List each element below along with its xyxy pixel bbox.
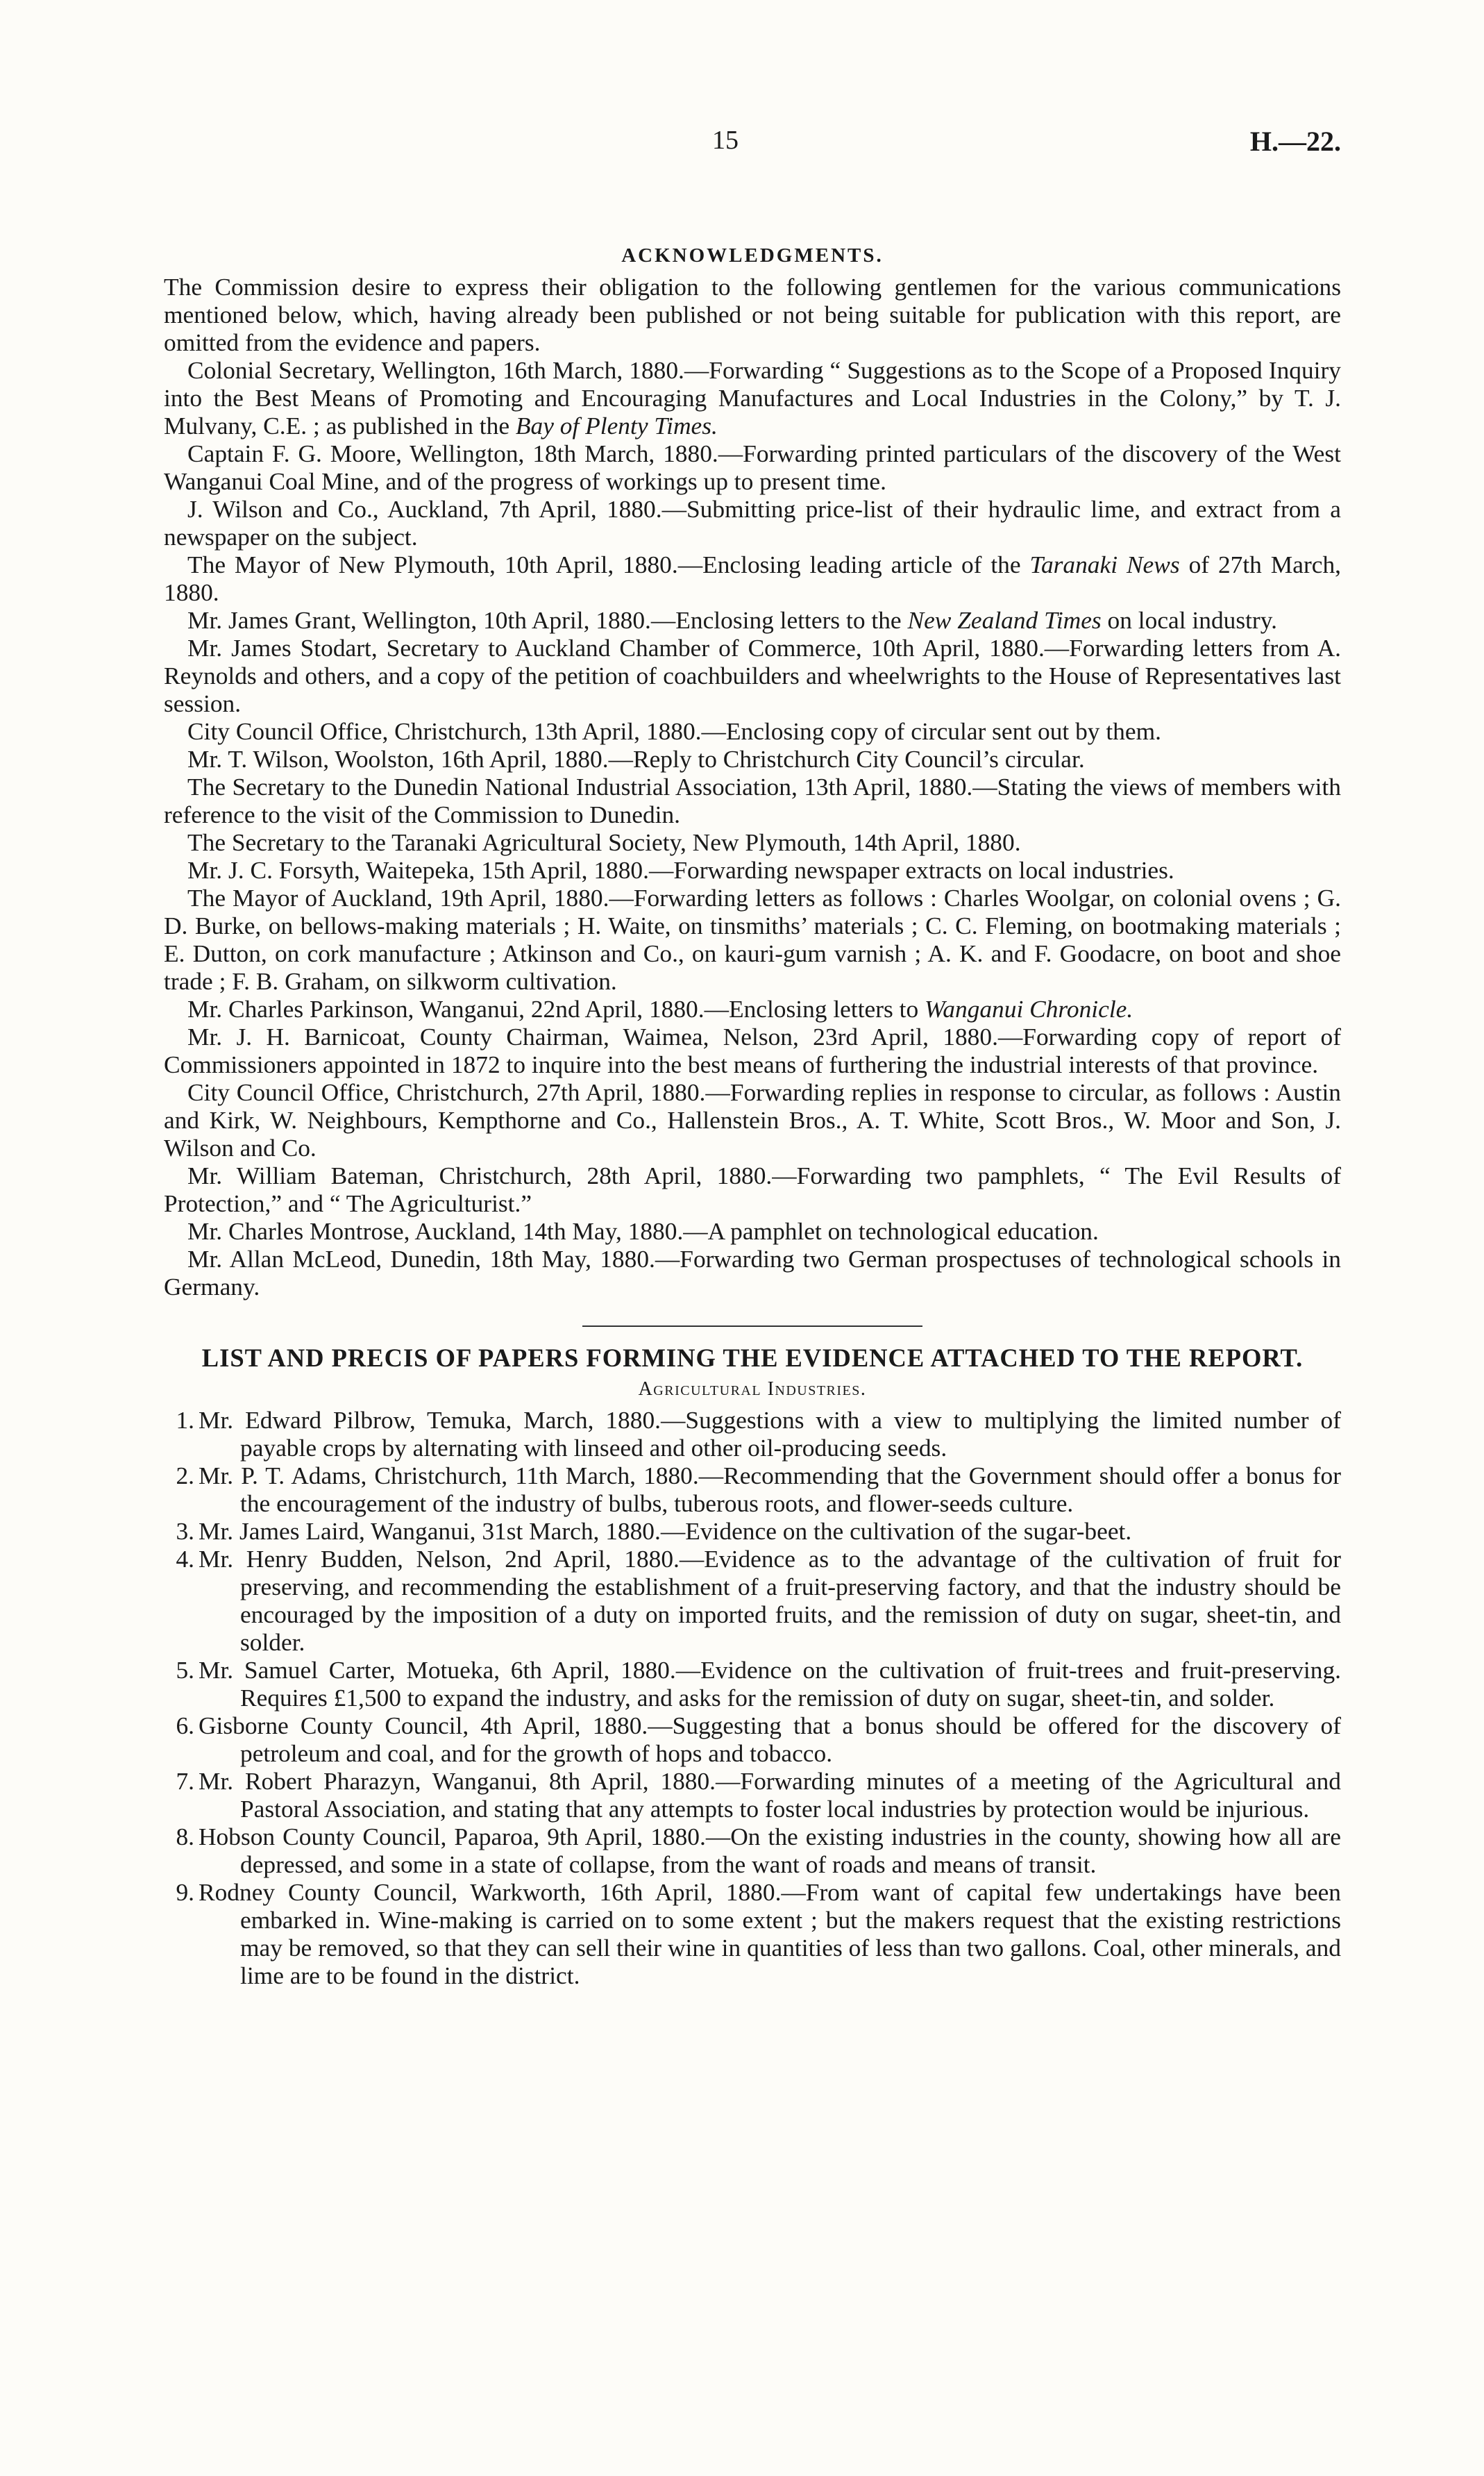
section-divider — [582, 1325, 922, 1327]
page-number: 15 — [712, 126, 739, 155]
papers-list — [164, 1406, 1341, 1989]
paragraph-text: The Commission desire to express their obligation to the following gentlemen for the various communications mentioned below, which, having already been published or not being suitable for publication with this report, are omitted from the evidence and papers. — [164, 273, 1341, 356]
acknowledgment-paragraph — [164, 856, 1341, 884]
acknowledgment-paragraph — [164, 773, 1341, 828]
list-item — [164, 1712, 1341, 1767]
acknowledgment-paragraph — [164, 1023, 1341, 1078]
acknowledgment-paragraph — [164, 828, 1341, 856]
paragraph-text: City Council Office, Christchurch, 13th April, 1880.—Enclosing copy of circular sent out by them. — [187, 717, 1161, 745]
paragraph-text: J. Wilson and Co., Auckland, 7th April, 1880.—Submitting price-list of their hydraulic lime, and extract from a newspaper on the subject. — [164, 495, 1341, 551]
item-text: Mr. Robert Pharazyn, Wanganui, 8th April, 1880.—Forwarding minutes of a meeting of the Agricultural and Pastoral Association, and stating that any attempts to foster local industries by protection would be injurious. — [199, 1767, 1341, 1823]
acknowledgments-body — [164, 273, 1341, 1300]
item-number: 3. — [176, 1517, 194, 1545]
paragraph-text: The Mayor of Auckland, 19th April, 1880.—Forwarding letters as follows : Charles Woolgar, on colonial ovens ; G. D. Burke, on bellows-making materials ; H. Waite, on tinsmiths’ materials ; C. C. Fleming, on bootmaking materials ; E. Dutton, on cork manufacture ; Atkinson and Co., on kauri-gum varnish ; A. K. and F. Goodacre, on boot and shoe trade ; F. B. Graham, on silkworm cultivation. — [164, 884, 1341, 995]
paragraph-text: Mr. Charles Montrose, Auckland, 14th May, 1880.—A pamphlet on technological education. — [187, 1217, 1099, 1245]
item-number: 8. — [176, 1823, 194, 1850]
page-header — [164, 125, 1341, 167]
item-text: Mr. Henry Budden, Nelson, 2nd April, 1880.—Evidence as to the advantage of the cultivation of fruit for preserving, and recommending the establishment of a fruit-preserving factory, and that the industry should be encouraged by the imposition of a duty on imported fruits, and the remission of duty on sugar, sheet-tin, and solder. — [199, 1545, 1341, 1656]
paragraph-text: Mr. Allan McLeod, Dunedin, 18th May, 1880.—Forwarding two German prospectuses of technological schools in Germany. — [164, 1245, 1341, 1300]
item-text: Mr. P. T. Adams, Christchurch, 11th March, 1880.—Recommending that the Government should offer a bonus for the encouragement of the industry of bulbs, tuberous roots, and flower-seeds culture. — [199, 1462, 1341, 1517]
item-text: Mr. Edward Pilbrow, Temuka, March, 1880.—Suggestions with a view to multiplying the limited number of payable crops by alternating with linseed and other oil-producing seeds. — [199, 1406, 1341, 1462]
paragraph-text: Colonial Secretary, Wellington, 16th March, 1880.—Forwarding “ Suggestions as to the Scope of a Proposed Inquiry into the Best Means of Promoting and Encouraging Manufactures and Local Industries in the Colony,” by T. J. Mulvany, C.E. ; as published in the — [164, 356, 1341, 440]
acknowledgment-paragraph — [164, 440, 1341, 495]
item-text: Gisborne County Council, 4th April, 1880.—Suggesting that a bonus should be offered for the discovery of petroleum and coal, and for the growth of hops and tobacco. — [199, 1712, 1341, 1767]
acknowledgment-paragraph — [164, 356, 1341, 440]
section-subheading: Agricultural Industries. — [638, 1378, 867, 1400]
paragraph-text: The Secretary to the Dunedin National Industrial Association, 13th April, 1880.—Stating the views of members with reference to the visit of the Commission to Dunedin. — [164, 773, 1341, 828]
list-item — [164, 1462, 1341, 1517]
acknowledgment-paragraph — [164, 995, 1341, 1023]
list-item — [164, 1517, 1341, 1545]
list-item — [164, 1878, 1341, 1989]
item-number: 1. — [176, 1406, 194, 1434]
acknowledgment-paragraph — [164, 551, 1341, 606]
document-reference: H.—22. — [1249, 126, 1341, 157]
acknowledgment-paragraph — [164, 606, 1341, 634]
paragraph-text: Mr. J. C. Forsyth, Waitepeka, 15th April, 1880.—Forwarding newspaper extracts on local industries. — [187, 856, 1174, 884]
acknowledgment-paragraph — [164, 495, 1341, 551]
item-text: Hobson County Council, Paparoa, 9th April, 1880.—On the existing industries in the county, showing how all are depressed, and some in a state of collapse, from the want of roads and means of transit. — [199, 1823, 1341, 1878]
publication-title: New Zealand Times — [907, 606, 1102, 634]
item-text: Mr. Samuel Carter, Motueka, 6th April, 1880.—Evidence on the cultivation of fruit-trees and fruit-preserving. Requires £1,500 to expand the industry, and asks for the remission of duty on sugar, sheet-tin, and solder. — [199, 1656, 1341, 1712]
item-number: 5. — [176, 1656, 194, 1684]
publication-title: Wanganui Chronicle. — [925, 995, 1133, 1023]
paragraph-text: Mr. James Grant, Wellington, 10th April, 1880.—Enclosing letters to the — [187, 606, 908, 634]
list-item — [164, 1823, 1341, 1878]
acknowledgment-paragraph — [164, 634, 1341, 717]
paragraph-text: City Council Office, Christchurch, 27th April, 1880.—Forwarding replies in response to circular, as follows : Austin and Kirk, W. Neighbours, Kempthorne and Co., Hallenstein Bros., A. T. White, Scott Bros., W. Moor and Son, J. Wilson and Co. — [164, 1078, 1341, 1162]
acknowledgment-paragraph — [164, 1162, 1341, 1217]
item-number: 7. — [176, 1767, 194, 1795]
acknowledgment-paragraph — [164, 1245, 1341, 1300]
publication-title: Bay of Plenty Times. — [515, 412, 718, 440]
acknowledgment-paragraph — [164, 1217, 1341, 1245]
paragraph-text: Mr. T. Wilson, Woolston, 16th April, 1880.—Reply to Christchurch City Council’s circular. — [187, 745, 1085, 773]
item-number: 6. — [176, 1712, 194, 1739]
list-item — [164, 1767, 1341, 1823]
item-number: 2. — [176, 1462, 194, 1489]
acknowledgment-paragraph — [164, 273, 1341, 356]
list-item — [164, 1406, 1341, 1462]
acknowledgment-paragraph — [164, 884, 1341, 995]
acknowledgments-title: ACKNOWLEDGMENTS. — [621, 244, 884, 267]
acknowledgment-paragraph — [164, 1078, 1341, 1162]
paragraph-text: Mr. Charles Parkinson, Wanganui, 22nd April, 1880.—Enclosing letters to — [187, 995, 925, 1023]
paragraph-text: Captain F. G. Moore, Wellington, 18th March, 1880.—Forwarding printed particulars of the discovery of the West Wanganui Coal Mine, and of the progress of workings up to present time. — [164, 440, 1341, 495]
paragraph-text: Mr. William Bateman, Christchurch, 28th April, 1880.—Forwarding two pamphlets, “ The Evil Results of Protection,” and “ The Agriculturist.” — [164, 1162, 1341, 1217]
paragraph-text: Mr. J. H. Barnicoat, County Chairman, Waimea, Nelson, 23rd April, 1880.—Forwarding copy of report of Commissioners appointed in 1872 to inquire into the best means of furthering the industrial interests of that province. — [164, 1023, 1341, 1078]
paragraph-text: The Secretary to the Taranaki Agricultural Society, New Plymouth, 14th April, 1880. — [187, 828, 1021, 856]
list-item — [164, 1545, 1341, 1656]
publication-title: Taranaki News — [1029, 551, 1180, 578]
acknowledgment-paragraph — [164, 745, 1341, 773]
item-number: 9. — [176, 1878, 194, 1906]
paragraph-text: on local industry. — [1101, 606, 1277, 634]
list-item — [164, 1656, 1341, 1712]
item-number: 4. — [176, 1545, 194, 1573]
list-title: LIST AND PRECIS OF PAPERS FORMING THE EVIDENCE ATTACHED TO THE REPORT. — [201, 1344, 1304, 1372]
paragraph-text: of 27th March, 1880. — [164, 551, 1342, 606]
item-text: Rodney County Council, Warkworth, 16th April, 1880.—From want of capital few undertakings have been embarked in. Wine-making is carried on to some extent ; but the makers request that the existing restrictions may be removed, so that they can sell their wine in quantities of less than two gallons. Coal, other minerals, and lime are to be found in the district. — [199, 1878, 1341, 1989]
item-text: Mr. James Laird, Wanganui, 31st March, 1880.—Evidence on the cultivation of the sugar-beet. — [199, 1517, 1132, 1545]
paragraph-text: The Mayor of New Plymouth, 10th April, 1880.—Enclosing leading article of the — [187, 551, 1030, 578]
paragraph-text: Mr. James Stodart, Secretary to Auckland Chamber of Commerce, 10th April, 1880.—Forwarding letters from A. Reynolds and others, and a copy of the petition of coachbuilders and wheelwrights to the House of Representatives last session. — [164, 634, 1341, 717]
acknowledgment-paragraph — [164, 717, 1341, 745]
